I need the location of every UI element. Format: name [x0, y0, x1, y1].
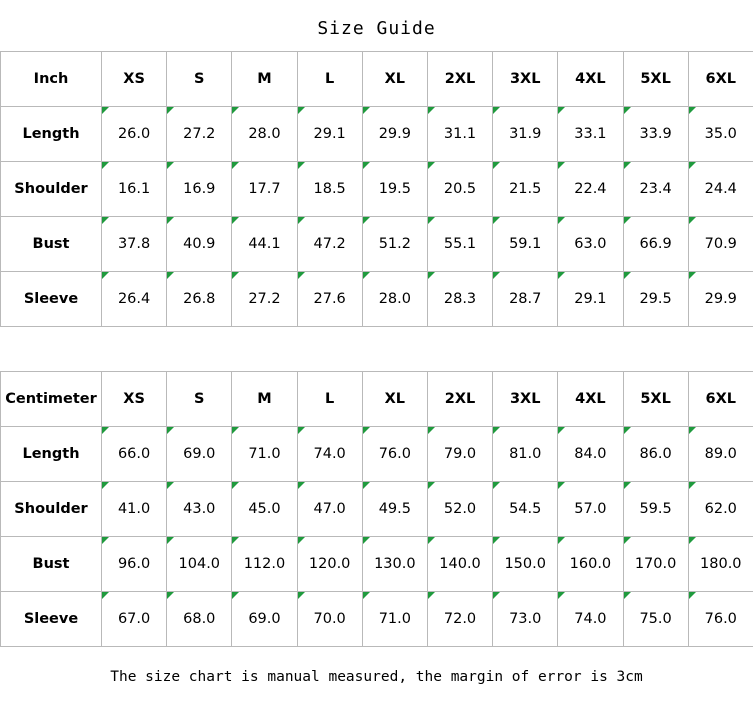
- cell-cm-bust-xs: 96.0: [102, 537, 167, 592]
- cell-cm-length-xl: 76.0: [362, 427, 427, 482]
- cell-cm-shoulder-6xl: 62.0: [688, 482, 753, 537]
- column-header-m: M: [232, 372, 297, 427]
- row-header-shoulder: Shoulder: [1, 162, 102, 217]
- unit-label-centimeter: Centimeter: [1, 372, 102, 427]
- cell-cm-shoulder-l: 47.0: [297, 482, 362, 537]
- column-header-4xl: 4XL: [558, 372, 623, 427]
- column-header-l: L: [297, 52, 362, 107]
- cell-inch-length-xl: 29.9: [362, 107, 427, 162]
- column-header-s: S: [167, 372, 232, 427]
- cell-cm-length-4xl: 84.0: [558, 427, 623, 482]
- cell-inch-sleeve-xl: 28.0: [362, 272, 427, 327]
- column-header-s: S: [167, 52, 232, 107]
- cell-inch-sleeve-3xl: 28.7: [493, 272, 558, 327]
- cell-cm-bust-3xl: 150.0: [493, 537, 558, 592]
- cell-inch-shoulder-2xl: 20.5: [427, 162, 492, 217]
- cell-inch-shoulder-5xl: 23.4: [623, 162, 688, 217]
- cell-cm-length-2xl: 79.0: [427, 427, 492, 482]
- cell-cm-sleeve-l: 70.0: [297, 592, 362, 647]
- column-header-xl: XL: [362, 52, 427, 107]
- column-header-2xl: 2XL: [427, 372, 492, 427]
- column-header-2xl: 2XL: [427, 52, 492, 107]
- cell-cm-shoulder-5xl: 59.5: [623, 482, 688, 537]
- cell-cm-length-m: 71.0: [232, 427, 297, 482]
- cell-cm-shoulder-xl: 49.5: [362, 482, 427, 537]
- table-row: [1, 162, 753, 217]
- cell-inch-length-5xl: 33.9: [623, 107, 688, 162]
- table-spacer: [0, 327, 753, 371]
- row-header-shoulder: Shoulder: [1, 482, 102, 537]
- cell-cm-sleeve-m: 69.0: [232, 592, 297, 647]
- cell-inch-shoulder-xl: 19.5: [362, 162, 427, 217]
- cell-cm-sleeve-2xl: 72.0: [427, 592, 492, 647]
- cell-inch-sleeve-2xl: 28.3: [427, 272, 492, 327]
- cell-cm-bust-4xl: 160.0: [558, 537, 623, 592]
- table-header-row: [1, 372, 753, 427]
- cell-inch-length-l: 29.1: [297, 107, 362, 162]
- row-header-length: Length: [1, 427, 102, 482]
- cell-inch-length-4xl: 33.1: [558, 107, 623, 162]
- cell-cm-shoulder-xs: 41.0: [102, 482, 167, 537]
- table-row: [1, 482, 753, 537]
- column-header-3xl: 3XL: [493, 52, 558, 107]
- cell-inch-length-s: 27.2: [167, 107, 232, 162]
- table-row: [1, 537, 753, 592]
- cell-cm-length-3xl: 81.0: [493, 427, 558, 482]
- cell-inch-length-2xl: 31.1: [427, 107, 492, 162]
- cell-cm-bust-2xl: 140.0: [427, 537, 492, 592]
- cell-inch-sleeve-5xl: 29.5: [623, 272, 688, 327]
- row-header-sleeve: Sleeve: [1, 592, 102, 647]
- cell-cm-sleeve-4xl: 74.0: [558, 592, 623, 647]
- cell-inch-shoulder-xs: 16.1: [102, 162, 167, 217]
- page-title: Size Guide: [317, 18, 436, 39]
- column-header-3xl: 3XL: [493, 372, 558, 427]
- column-header-5xl: 5XL: [623, 52, 688, 107]
- row-header-length: Length: [1, 107, 102, 162]
- table-row: [1, 592, 753, 647]
- cell-cm-shoulder-2xl: 52.0: [427, 482, 492, 537]
- row-header-bust: Bust: [1, 537, 102, 592]
- cell-inch-shoulder-s: 16.9: [167, 162, 232, 217]
- cell-inch-bust-4xl: 63.0: [558, 217, 623, 272]
- column-header-xs: XS: [102, 52, 167, 107]
- cell-inch-length-m: 28.0: [232, 107, 297, 162]
- cell-cm-shoulder-s: 43.0: [167, 482, 232, 537]
- cell-inch-shoulder-l: 18.5: [297, 162, 362, 217]
- cell-cm-length-l: 74.0: [297, 427, 362, 482]
- row-header-sleeve: Sleeve: [1, 272, 102, 327]
- cell-cm-bust-xl: 130.0: [362, 537, 427, 592]
- cell-cm-sleeve-6xl: 76.0: [688, 592, 753, 647]
- cell-cm-bust-s: 104.0: [167, 537, 232, 592]
- cell-inch-bust-xs: 37.8: [102, 217, 167, 272]
- cell-inch-bust-l: 47.2: [297, 217, 362, 272]
- cell-inch-bust-xl: 51.2: [362, 217, 427, 272]
- column-header-4xl: 4XL: [558, 52, 623, 107]
- cell-inch-sleeve-4xl: 29.1: [558, 272, 623, 327]
- column-header-m: M: [232, 52, 297, 107]
- cell-cm-sleeve-s: 68.0: [167, 592, 232, 647]
- cell-cm-sleeve-xs: 67.0: [102, 592, 167, 647]
- column-header-xs: XS: [102, 372, 167, 427]
- cell-inch-bust-6xl: 70.9: [688, 217, 753, 272]
- cell-inch-sleeve-m: 27.2: [232, 272, 297, 327]
- cell-inch-length-xs: 26.0: [102, 107, 167, 162]
- cell-inch-bust-2xl: 55.1: [427, 217, 492, 272]
- table-row: [1, 107, 753, 162]
- cell-inch-shoulder-3xl: 21.5: [493, 162, 558, 217]
- cell-inch-bust-3xl: 59.1: [493, 217, 558, 272]
- column-header-l: L: [297, 372, 362, 427]
- cell-cm-sleeve-3xl: 73.0: [493, 592, 558, 647]
- table-header-row: [1, 52, 753, 107]
- table-row: [1, 217, 753, 272]
- cell-cm-shoulder-4xl: 57.0: [558, 482, 623, 537]
- cell-inch-bust-s: 40.9: [167, 217, 232, 272]
- cell-inch-sleeve-l: 27.6: [297, 272, 362, 327]
- cell-cm-length-5xl: 86.0: [623, 427, 688, 482]
- size-table-inch: [0, 51, 753, 327]
- cell-inch-bust-5xl: 66.9: [623, 217, 688, 272]
- cell-cm-sleeve-xl: 71.0: [362, 592, 427, 647]
- cell-cm-shoulder-m: 45.0: [232, 482, 297, 537]
- column-header-6xl: 6XL: [688, 52, 753, 107]
- cell-cm-length-xs: 66.0: [102, 427, 167, 482]
- cell-cm-shoulder-3xl: 54.5: [493, 482, 558, 537]
- column-header-6xl: 6XL: [688, 372, 753, 427]
- cell-inch-bust-m: 44.1: [232, 217, 297, 272]
- cell-cm-bust-m: 112.0: [232, 537, 297, 592]
- cell-cm-bust-5xl: 170.0: [623, 537, 688, 592]
- cell-inch-sleeve-s: 26.8: [167, 272, 232, 327]
- cell-inch-shoulder-4xl: 22.4: [558, 162, 623, 217]
- cell-cm-length-s: 69.0: [167, 427, 232, 482]
- cell-inch-shoulder-6xl: 24.4: [688, 162, 753, 217]
- cell-inch-shoulder-m: 17.7: [232, 162, 297, 217]
- cell-inch-sleeve-6xl: 29.9: [688, 272, 753, 327]
- column-header-xl: XL: [362, 372, 427, 427]
- cell-cm-bust-l: 120.0: [297, 537, 362, 592]
- cell-cm-bust-6xl: 180.0: [688, 537, 753, 592]
- table-row: [1, 272, 753, 327]
- table-row: [1, 427, 753, 482]
- column-header-5xl: 5XL: [623, 372, 688, 427]
- size-table-centimeter: [0, 371, 753, 647]
- cell-cm-sleeve-5xl: 75.0: [623, 592, 688, 647]
- cell-inch-length-3xl: 31.9: [493, 107, 558, 162]
- cell-inch-length-6xl: 35.0: [688, 107, 753, 162]
- measurement-disclaimer: The size chart is manual measured, the margin of error is 3cm: [110, 669, 643, 685]
- row-header-bust: Bust: [1, 217, 102, 272]
- unit-label-inch: Inch: [1, 52, 102, 107]
- cell-inch-sleeve-xs: 26.4: [102, 272, 167, 327]
- cell-cm-length-6xl: 89.0: [688, 427, 753, 482]
